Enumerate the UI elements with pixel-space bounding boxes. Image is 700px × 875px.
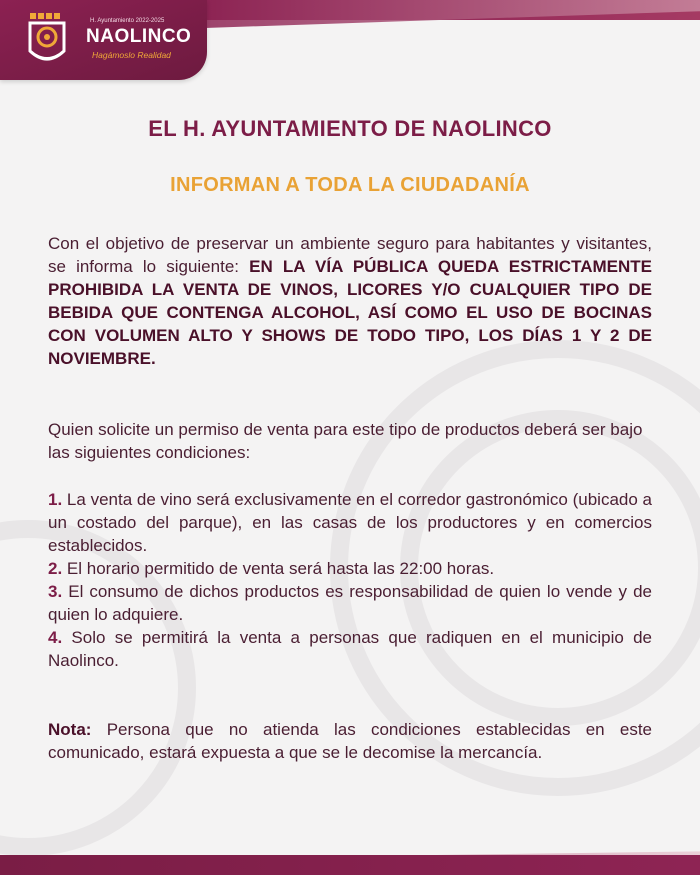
- list-item: [48, 580, 652, 626]
- item-text: El consumo de dichos productos es responsabilidad de quien lo vende y de quien lo adquiere.: [48, 582, 652, 624]
- admin-period: H. Ayuntamiento 2022-2025: [90, 18, 165, 24]
- header-logo: [0, 0, 207, 80]
- permit-paragraph: Quien solicite un permiso de venta para este tipo de productos deberá ser bajo las siguientes condiciones:: [48, 420, 643, 462]
- item-text: Solo se permitirá la venta a personas que radiquen en el municipio de Naolinco.: [48, 628, 652, 670]
- list-item: [48, 626, 652, 672]
- note-paragraph: [48, 718, 652, 764]
- note-label: Nota:: [48, 720, 92, 739]
- intro-text: Con el objetivo de preservar un ambiente seguro para habitantes y visitantes, se informa lo siguiente:: [48, 234, 652, 276]
- naolinco-emblem-icon: [24, 11, 72, 69]
- prohibition-text: EN LA VÍA PÚBLICA QUEDA ESTRICTAMENTE PROHIBIDA LA VENTA DE VINOS, LICORES Y/O CUALQUIER TIPO DE BEBIDA QUE CONTENGA ALCOHOL, ASÍ COMO EL USO DE BOCINAS CON VOLUMEN ALTO Y SHOWS DE TODO TIPO, LOS DÍAS 1 Y 2 DE NOVIEMBRE.: [48, 257, 652, 368]
- note-text: Persona que no atienda las condiciones establecidas en este comunicado, estará expuesta a que se le decomise la mercancía.: [48, 720, 652, 762]
- bottom-band: [0, 855, 700, 875]
- item-text: El horario permitido de venta será hasta las 22:00 horas.: [62, 559, 495, 578]
- list-item: [48, 557, 652, 580]
- page-subtitle: INFORMAN A TODA LA CIUDADANÍA: [170, 174, 530, 196]
- item-text: La venta de vino será exclusivamente en el corredor gastronómico (ubicado a un costado del parque), en las casas de los productores y en comercios establecidos.: [48, 490, 652, 555]
- page-title: EL H. AYUNTAMIENTO DE NAOLINCO: [148, 116, 552, 141]
- brand-slogan: Hagámoslo Realidad: [92, 50, 171, 60]
- item-number: 1.: [48, 490, 63, 509]
- item-number: 4.: [48, 628, 63, 647]
- list-item: [48, 488, 652, 557]
- conditions-list: [48, 488, 652, 672]
- intro-paragraph: [48, 232, 652, 370]
- brand-name: NAOLINCO: [86, 26, 192, 47]
- item-number: 2.: [48, 559, 63, 578]
- item-number: 3.: [48, 582, 63, 601]
